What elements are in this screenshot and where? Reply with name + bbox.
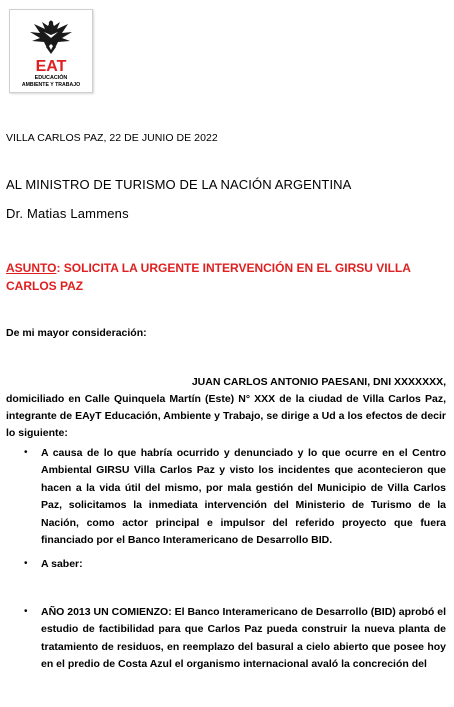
subject-label: ASUNTO: [6, 261, 57, 275]
logo-brand: EAT: [35, 58, 67, 75]
logo-line2: AMBIENTE Y TRABAJO: [21, 82, 81, 88]
intro-first-line: JUAN CARLOS ANTONIO PAESANI, DNI XXXXXXX,: [191, 376, 446, 388]
list-item: A causa de lo que habría ocurrido y denunciado y lo que ocurre en el Centro Ambiental GIRSU Villa Carlos Paz y visto los incidentes que acontecieron que hacen a la vida útil del mismo, por mala gestión del Municipio de Villa Carlos Paz, solicitamos la inmediata intervención del Ministerio de Turismo de la Nación, como actor principal e impulsor del referido proyecto que fuera financiado por el Banco Interamericano de Desarrollo BID.: [41, 447, 446, 547]
recipient-name: Dr. Matias Lammens: [6, 206, 129, 221]
logo-line1: EDUCACIÓN: [34, 75, 68, 81]
bullet-marker: •: [24, 606, 28, 617]
recipient-title: AL MINISTRO DE TURISMO DE LA NACIÓN ARGENTINA: [6, 177, 352, 192]
bullet-marker: •: [24, 447, 28, 458]
eagle-icon: [10, 10, 92, 92]
bullet-marker: •: [24, 558, 28, 569]
intro-body: domiciliado en Calle Quinquela Martín (Este) N° XXX de la ciudad de Villa Carlos Paz, integrante de EAyT Educación, Ambiente y Trabajo, se dirige a Ud a los efectos de decir lo siguiente:: [6, 393, 446, 439]
greeting: De mi mayor consideración:: [6, 327, 147, 339]
list-item: A saber:: [41, 558, 83, 570]
eat-logo: [9, 9, 93, 93]
subject-line: [6, 259, 446, 295]
list-item: AÑO 2013 UN COMIENZO: El Banco Interamericano de Desarrollo (BID) aprobó el estudio de factibilidad para que Carlos Paz pueda construir la nueva planta de tratamiento de residuos, en reemplazo del basural a cielo abierto que posee hoy en el predio de Costa Azul el organismo internacional avaló la concreción del: [41, 606, 446, 671]
subject-text: : SOLICITA LA URGENTE INTERVENCIÓN EN EL GIRSU VILLA CARLOS PAZ: [6, 261, 411, 293]
letter-date: VILLA CARLOS PAZ, 22 DE JUNIO DE 2022: [6, 132, 218, 144]
intro-paragraph: [6, 374, 446, 442]
